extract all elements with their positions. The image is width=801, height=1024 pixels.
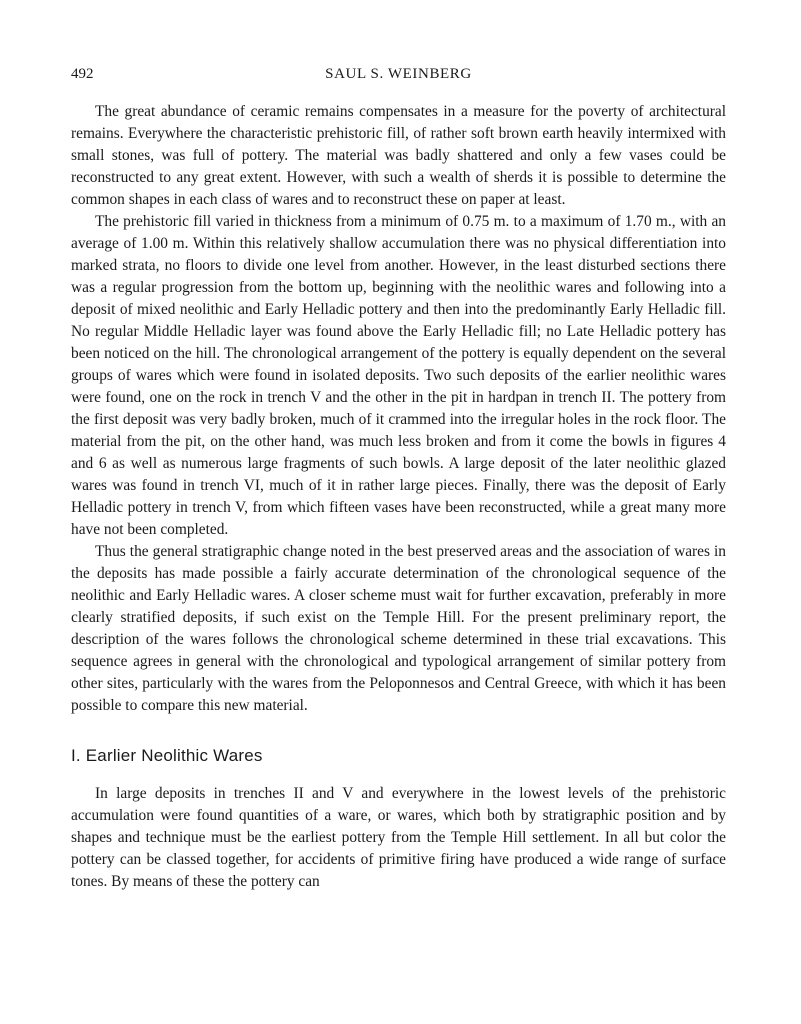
- paragraph-prehistoric-fill: The prehistoric fill varied in thickness from a minimum of 0.75 m. to a maximum of 1.70 m., with an average of 1.00 m. Within this relatively shallow accumulation there was no physical differentiation into marked strata, no floors to divide one level from another. However, in the least disturbed sections there was a regular progression from the bottom up, beginning with the neolithic wares and following into a deposit of mixed neolithic and Early Helladic pottery and then into the predominantly Early Helladic fill. No regular Middle Helladic layer was found above the Early Helladic fill; no Late Helladic pottery has been noticed on the hill. The chronological arrangement of the pottery is equally dependent on the several groups of wares which were found in isolated deposits. Two such deposits of the earlier neolithic wares were found, one on the rock in trench V and the other in the pit in hardpan in trench II. The pottery from the first deposit was very badly broken, much of it crammed into the irregular holes in the rock floor. The material from the pit, on the other hand, was much less broken and from it come the bowls in figures 4 and 6 as well as numerous large fragments of such bowls. A large deposit of the later neolithic glazed wares was found in trench VI, much of it in rather large pieces. Finally, there was the deposit of Early Helladic pottery in trench V, from which fifteen vases have been reconstructed, while a great many more have not been completed.: [71, 213, 726, 538]
- paragraph-earlier-neolithic: In large deposits in trenches II and V and everywhere in the lowest levels of the prehistoric accumulation were found quantities of a ware, or wares, which both by stratigraphic position and by shapes and technique must be the earliest pottery from the Temple Hill settlement. In all but color the pottery can be classed together, for accidents of primitive firing have produced a wide range of surface tones. By means of these the pottery can: [71, 785, 726, 890]
- running-head-author: SAUL S. WEINBERG: [325, 66, 472, 82]
- page: [71, 62, 726, 893]
- section-body: [71, 783, 726, 893]
- page-number: 492: [71, 66, 94, 82]
- section-heading: I. Earlier Neolithic Wares: [71, 746, 263, 765]
- body-text: [71, 101, 726, 717]
- running-head: [71, 62, 726, 86]
- paragraph-ceramic-abundance: The great abundance of ceramic remains compensates in a measure for the poverty of architectural remains. Everywhere the characteristic prehistoric fill, of rather soft brown earth heavily intermixed with small stones, was full of pottery. The material was badly shattered and only a few vases could be reconstructed to any great extent. However, with such a wealth of sherds it is possible to determine the common shapes in each class of wares and to reconstruct these on paper at least.: [71, 103, 726, 208]
- paragraph-stratigraphic-change: Thus the general stratigraphic change noted in the best preserved areas and the association of wares in the deposits has made possible a fairly accurate determination of the chronological sequence of the neolithic and Early Helladic wares. A closer scheme must wait for further excavation, preferably in more clearly stratified deposits, if such exist on the Temple Hill. For the present preliminary report, the description of the wares follows the chronological scheme determined in these trial excavations. This sequence agrees in general with the chronological and typological arrangement of similar pottery from other sites, particularly with the wares from the Peloponnesos and Central Greece, with which it has been possible to compare this new material.: [71, 543, 726, 714]
